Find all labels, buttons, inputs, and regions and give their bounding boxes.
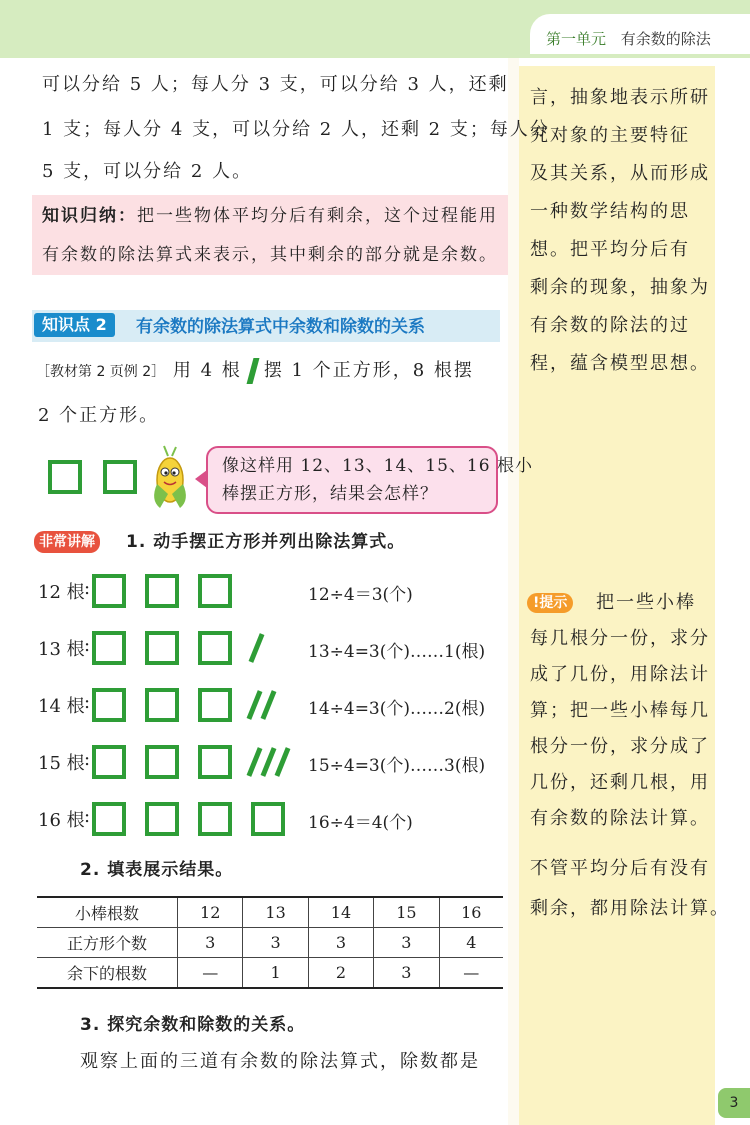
example-line-2: 2 个正方形。: [38, 405, 160, 426]
sidebar-line: 言，抽象地表示所研: [530, 87, 710, 108]
table-cell: 14: [308, 897, 373, 928]
closing-line: 观察上面的三道有余数的除法算式，除数都是: [80, 1051, 480, 1072]
summary-line-2: 有余数的除法算式来表示，其中剩余的部分就是余数。: [42, 245, 498, 265]
row-label: 13 根: [38, 639, 85, 660]
sidebar-line: 剩余的现象，抽象为: [530, 277, 710, 298]
summary-label: 知识归纳：: [42, 206, 137, 226]
stick-square: [198, 745, 232, 779]
table-cell: —: [178, 958, 243, 989]
stick-square: [92, 631, 126, 665]
leftover-stick: [247, 747, 263, 777]
row-colon: :: [84, 749, 91, 770]
table-cell: 3: [374, 928, 439, 958]
hint-line: 有余数的除法计算。: [530, 808, 710, 829]
table-row-header: 余下的根数: [37, 958, 178, 989]
example-line-1: [36, 358, 474, 384]
step-1-heading: 1. 动手摆正方形并列出除法算式。: [126, 532, 406, 552]
step-2-heading: 2. 填表展示结果。: [80, 860, 234, 880]
hint-line: 根分一份，求分成了: [530, 736, 710, 757]
sidebar-line: 究对象的主要特征: [530, 125, 690, 146]
hint-line: 成了几份，用除法计: [530, 664, 710, 685]
sidebar-line: 想。把平均分后有: [530, 239, 690, 260]
speech-text: [222, 452, 533, 508]
stick-square: [198, 631, 232, 665]
stick-square: [198, 574, 232, 608]
step-3-heading: 3. 探究余数和除数的关系。: [80, 1015, 306, 1035]
division-equation: 16÷4＝4(个): [308, 813, 413, 833]
table-cell: —: [439, 958, 503, 989]
row-colon: :: [84, 692, 91, 713]
header-unit: 第一单元: [546, 30, 607, 48]
table-row-header: 小棒根数: [37, 897, 178, 928]
hint-line: 不管平均分后有没有: [530, 858, 710, 879]
leftover-stick: [275, 747, 291, 777]
stick-square: [92, 802, 126, 836]
sidebar-line: 程，蕴含模型思想。: [530, 353, 710, 374]
table-row: [37, 958, 503, 989]
stick-square: [251, 802, 285, 836]
speech-line-1: 像这样用 12、13、14、15、16 根小: [222, 456, 533, 476]
row-label: 15 根: [38, 753, 85, 774]
summary-line-1: [42, 204, 498, 228]
division-equation: 12÷4＝3(个): [308, 585, 413, 605]
example-text-a: 用 4 根: [172, 360, 242, 381]
leftover-stick: [261, 690, 277, 720]
stick-square: [145, 631, 179, 665]
intro-line-3: 5 支，可以分给 2 人。: [42, 161, 253, 182]
table-cell: 3: [308, 928, 373, 958]
intro-line-2: 1 支；每人分 4 支，可以分给 2 人，还剩 2 支；每人分: [42, 119, 550, 140]
table-cell: 4: [439, 928, 503, 958]
speech-line-2: 棒摆正方形，结果会怎样？: [222, 484, 438, 504]
stick-square: [145, 745, 179, 779]
stick-square: [145, 574, 179, 608]
division-equation: 13÷4=3(个)……1(根): [308, 642, 486, 662]
row-label: 14 根: [38, 696, 85, 717]
stick-square: [145, 688, 179, 722]
hint-line: 几份，还剩几根，用: [530, 772, 710, 793]
leftover-stick: [247, 690, 263, 720]
hint-line: 算；把一些小棒每几: [530, 700, 710, 721]
table-cell: 16: [439, 897, 503, 928]
corn-character-icon: [146, 444, 194, 512]
table-cell: 15: [374, 897, 439, 928]
table-row: [37, 928, 503, 958]
leftover-stick: [261, 747, 277, 777]
row-colon: :: [84, 635, 91, 656]
hint-line: 每几根分一份，求分: [530, 628, 710, 649]
stick-square: [198, 688, 232, 722]
stick-icon: [246, 358, 259, 384]
row-label: 12 根: [38, 582, 85, 603]
hint-badge: !提示: [527, 593, 573, 613]
page-number: 3: [718, 1088, 750, 1118]
sidebar-line: 及其关系，从而形成: [530, 163, 710, 184]
row-colon: :: [84, 806, 91, 827]
stick-square: [92, 745, 126, 779]
stick-square: [48, 460, 82, 494]
sidebar-line: 一种数学结构的思: [530, 201, 690, 222]
stick-square: [145, 802, 179, 836]
knowledge-point-title: 有余数的除法算式中余数和除数的关系: [136, 317, 425, 337]
table-cell: 13: [243, 897, 308, 928]
gutter: [508, 58, 519, 1125]
textbook-reference: ［教材第 2 页例 2］: [36, 364, 166, 380]
hint-first-line: 把一些小棒: [596, 592, 696, 613]
division-equation: 14÷4=3(个)……2(根): [308, 699, 486, 719]
sidebar-line: 有余数的除法的过: [530, 315, 690, 336]
stick-square: [92, 688, 126, 722]
header-topic: 有余数的除法: [620, 30, 711, 48]
table-cell: 12: [178, 897, 243, 928]
table-cell: 3: [178, 928, 243, 958]
table-row-header: 正方形个数: [37, 928, 178, 958]
explain-badge: 非常讲解: [34, 531, 100, 553]
hint-line: 剩余，都用除法计算。: [530, 898, 730, 919]
stick-square: [198, 802, 232, 836]
stick-square: [103, 460, 137, 494]
stick-square: [92, 574, 126, 608]
result-table: [37, 896, 503, 989]
row-label: 16 根: [38, 810, 85, 831]
example-text-b: 摆 1 个正方形，8 根摆: [263, 360, 474, 381]
knowledge-point-badge: 知识点 2: [34, 313, 115, 337]
division-equation: 15÷4=3(个)……3(根): [308, 756, 486, 776]
summary-text-1: 把一些物体平均分后有剩余，这个过程能用: [137, 206, 498, 226]
table-cell: 3: [374, 958, 439, 989]
table-cell: 1: [243, 958, 308, 989]
row-colon: :: [84, 578, 91, 599]
leftover-stick: [249, 633, 265, 663]
intro-line-1: 可以分给 5 人；每人分 3 支，可以分给 3 人，还剩: [42, 74, 509, 95]
table-row: [37, 897, 503, 928]
table-cell: 3: [243, 928, 308, 958]
table-cell: 2: [308, 958, 373, 989]
running-header: [546, 28, 711, 49]
